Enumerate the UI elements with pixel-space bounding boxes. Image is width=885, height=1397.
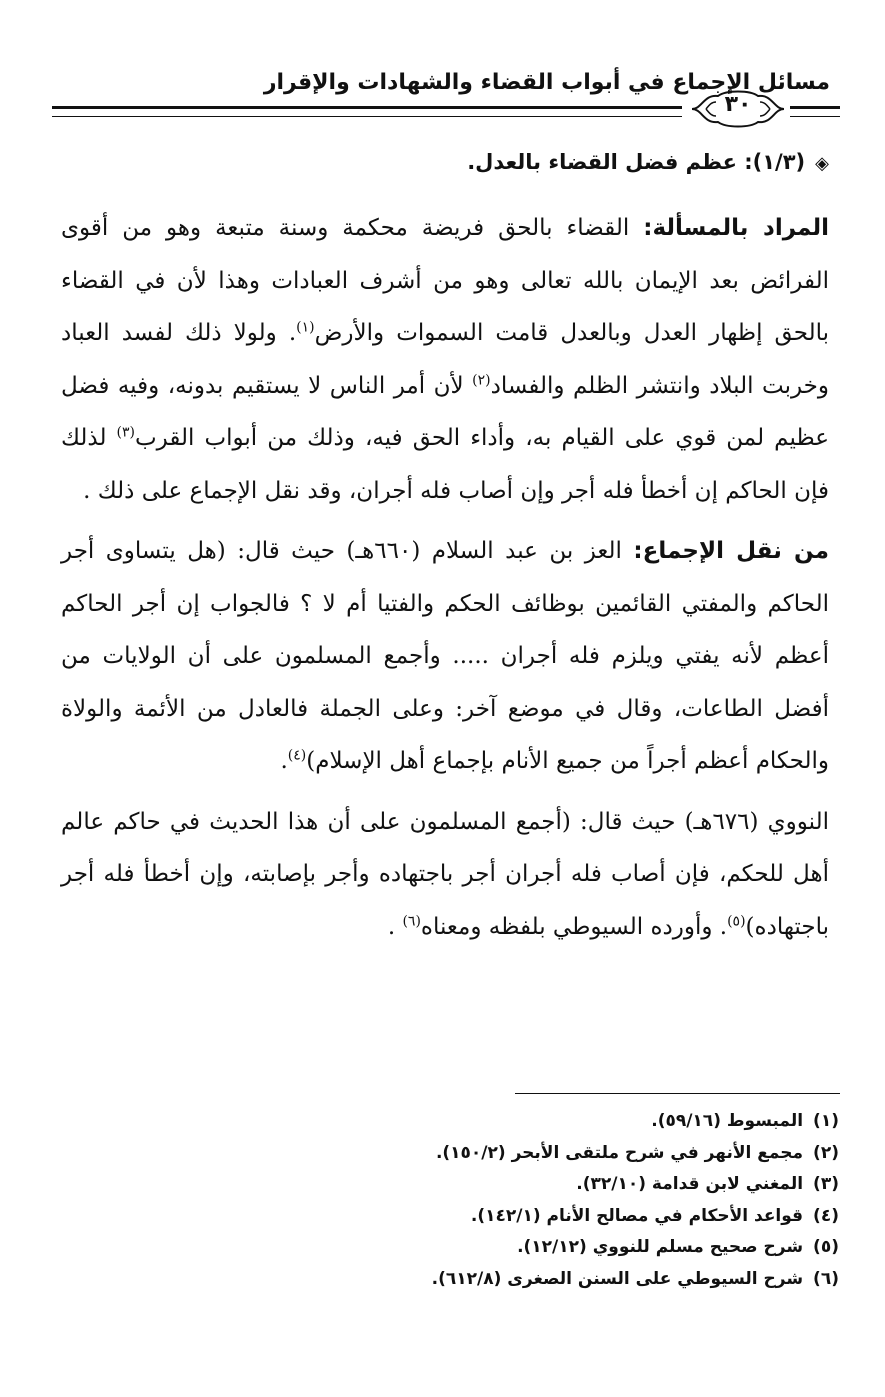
diamond-icon: ◈ (815, 153, 829, 174)
footnote-text: مجمع الأنهر في شرح ملتقى الأبحر (١٥٠/٢). (435, 1142, 804, 1163)
paragraph-text: العز بن عبد السلام (٦٦٠هـ) حيث قال: (هل يتساوى أجر الحاكم والمفتي القائمين بوظائف الحكم والفتيا أم لا ؟ فالجواب إن أجر الحاكم أعظم لأنه يفتي ويلزم فله أجران ..... وأجمع المسلمون على أن الولايات من أفضل الطاعات، وقال في موضع آخر: وعلى الجملة فالعادل من الأئمة والولاة والحكام أعظم أجراً من جميع الأنام بإجماع أهل الإسلام) (61, 538, 829, 774)
running-title: مسائل الإجماع في أبواب القضاء والشهادات والإقرار (263, 70, 830, 95)
paragraph-text: النووي (٦٧٦هـ) حيث قال: (أجمع المسلمون على أن هذا الحديث في حاكم عالم أهل للحكم، فإن أصاب فله أجران أجر باجتهاده وأجر بإصابته، وإن أخطأ فله أجر باجتهاده) (61, 808, 829, 940)
paragraph-text: . (387, 913, 403, 940)
footnote (139, 1106, 839, 1138)
footnote (139, 1138, 839, 1170)
footnote-number: (٦) (813, 1268, 839, 1289)
footnote-reference: (٥) (727, 912, 746, 929)
page-number-ornament (688, 88, 788, 130)
footnote (139, 1201, 839, 1233)
paragraph-text: القضاء بالحق فريضة محكمة وسنة متبعة وهو من أقوى الفرائض بعد الإيمان بالله تعالى وهو من أشرف العبادات وهذا لأن في القضاء بالحق إظهار العدل وبالعدل قامت السموات والأرض (61, 215, 829, 346)
footnote-reference: (٦) (402, 912, 421, 929)
footnote (139, 1169, 839, 1201)
page-number: ٣٠ (724, 92, 752, 117)
footnote-reference: (٤) (287, 747, 307, 764)
footnote-reference: (٣) (116, 424, 136, 441)
header-rule (52, 106, 682, 117)
footnote-number: (٢) (813, 1142, 839, 1163)
footnote-number: (٥) (813, 1237, 839, 1258)
footnote (139, 1264, 839, 1296)
paragraph (61, 202, 829, 517)
footnote-text: المغني لابن قدامة (٣٢/١٠). (576, 1174, 804, 1195)
footnote-reference: (١) (296, 319, 315, 336)
paragraph-text: . وأورده السيوطي بلفظه ومعناه (420, 913, 728, 940)
paragraph (61, 525, 829, 788)
section-heading (69, 150, 829, 174)
footnote-text: المبسوط (٥٩/١٦). (651, 1111, 804, 1131)
footnote-number: (١) (813, 1111, 839, 1131)
paragraph-text: لأن أمر الناس لا يستقيم بدونه، وفيه فضل عظيم لمن قوي على القيام به، وأداء الحق فيه، وذلك من أبواب القرب (61, 372, 829, 451)
footnote-text: شرح صحيح مسلم للنووي (١٢/١٢). (517, 1237, 804, 1258)
header-rule-right (790, 106, 840, 117)
paragraph-text: . ولولا ذلك لفسد العباد وخربت البلاد وانتشر الظلم والفساد (61, 320, 829, 399)
footnote-rule (515, 1093, 840, 1094)
paragraph-lead: من نقل الإجماع: (633, 538, 829, 564)
footnote-text: شرح السيوطي على السنن الصغرى (٦١٢/٨). (431, 1268, 804, 1289)
footnotes (139, 1106, 839, 1296)
paragraph-text: لذلك فإن الحاكم إن أخطأ فله أجر وإن أصاب فله أجران، وقد نقل الإجماع على ذلك . (61, 425, 829, 504)
paragraph-text: . (280, 748, 288, 774)
footnote-reference: (٢) (472, 371, 491, 388)
footnote-number: (٤) (813, 1205, 839, 1226)
body-text (61, 202, 829, 961)
paragraph (61, 796, 829, 954)
footnote (139, 1232, 839, 1264)
footnote-number: (٣) (813, 1174, 839, 1195)
section-title: (١/٣): عظم فضل القضاء بالعدل. (467, 150, 806, 174)
footnote-text: قواعد الأحكام في مصالح الأنام (١٤٢/١). (470, 1205, 804, 1226)
paragraph-lead: المراد بالمسألة: (643, 215, 829, 241)
